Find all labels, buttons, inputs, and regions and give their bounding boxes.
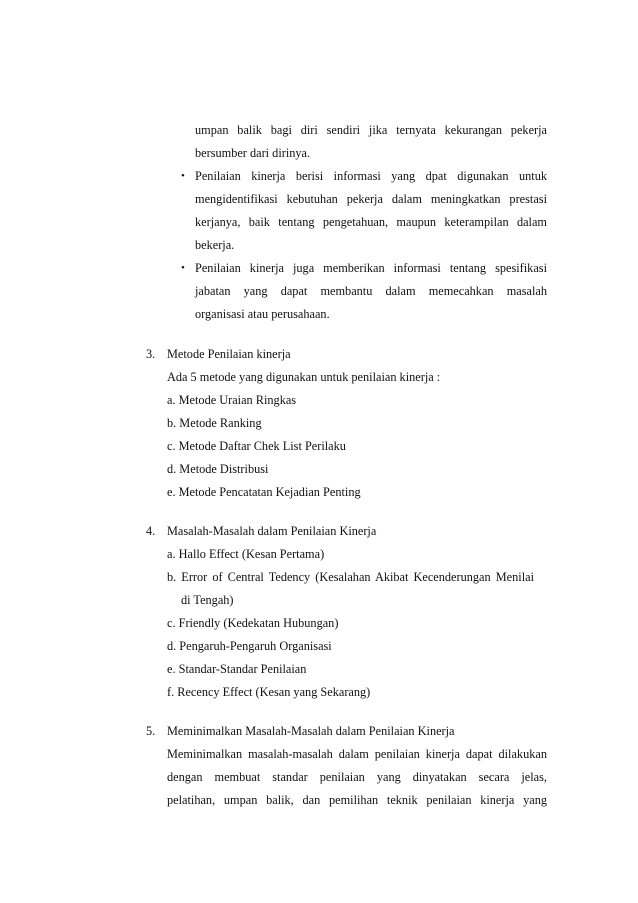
list-item: a. Metode Uraian Ringkas	[167, 393, 297, 407]
list-item: e. Standar-Standar Penilaian	[167, 662, 307, 676]
bullet-2-line-3: organisasi atau perusahaan.	[195, 307, 330, 321]
section-5-title: Meminimalkan Masalah-Masalah dalam Penilaian Kinerja	[167, 724, 455, 738]
section-4-title: Masalah-Masalah dalam Penilaian Kinerja	[167, 524, 377, 538]
section-4-number: 4.	[146, 524, 156, 538]
section-5-line-2: dengan membuat standar penilaian yang dinyatakan secara jelas,	[167, 770, 547, 784]
section-3-intro: Ada 5 metode yang digunakan untuk penilaian kinerja :	[167, 370, 441, 384]
bullet-2-line-2: jabatan yang dapat membantu dalam memecahkan masalah	[195, 284, 547, 298]
list-item: a. Hallo Effect (Kesan Pertama)	[167, 547, 325, 561]
section-5-line-3: pelatihan, umpan balik, dan pemilihan teknik penilaian kinerja yang	[167, 793, 547, 807]
intro-line-2: bersumber dari dirinya.	[195, 146, 311, 160]
section-3-number: 3.	[146, 347, 156, 361]
bullet-1-line-4: bekerja.	[195, 238, 235, 252]
list-item: c. Metode Daftar Chek List Perilaku	[167, 439, 346, 453]
list-item-continuation: di Tengah)	[181, 593, 234, 607]
section-5-number: 5.	[146, 724, 156, 738]
list-item: d. Pengaruh-Pengaruh Organisasi	[167, 639, 332, 653]
list-item: d. Metode Distribusi	[167, 462, 269, 476]
list-item: b. Metode Ranking	[167, 416, 262, 430]
list-item: c. Friendly (Kedekatan Hubungan)	[167, 616, 339, 630]
section-3-title: Metode Penilaian kinerja	[167, 347, 291, 361]
section-5-line-1: Meminimalkan masalah-masalah dalam penilaian kinerja dapat dilakukan	[167, 747, 547, 761]
list-item: f. Recency Effect (Kesan yang Sekarang)	[167, 685, 371, 699]
intro-line-1: umpan balik bagi diri sendiri jika ternyata kekurangan pekerja	[195, 123, 547, 137]
bullet-1-line-3: kerjanya, baik tentang pengetahuan, maupun keterampilan dalam	[195, 215, 547, 229]
bullet-1-line-1: Penilaian kinerja berisi informasi yang dpat digunakan untuk	[195, 169, 547, 183]
list-item: b. Error of Central Tedency (Kesalahan Akibat Kecenderungan Menilai	[167, 570, 534, 584]
bullet-2-line-1: Penilaian kinerja juga memberikan informasi tentang spesifikasi	[195, 261, 547, 275]
bullet-1-line-2: mengidentifikasi kebutuhan pekerja dalam meningkatkan prestasi	[195, 192, 547, 206]
list-item: e. Metode Pencatatan Kejadian Penting	[167, 485, 361, 499]
bullet-icon: •	[181, 262, 185, 274]
bullet-icon: •	[181, 170, 185, 182]
